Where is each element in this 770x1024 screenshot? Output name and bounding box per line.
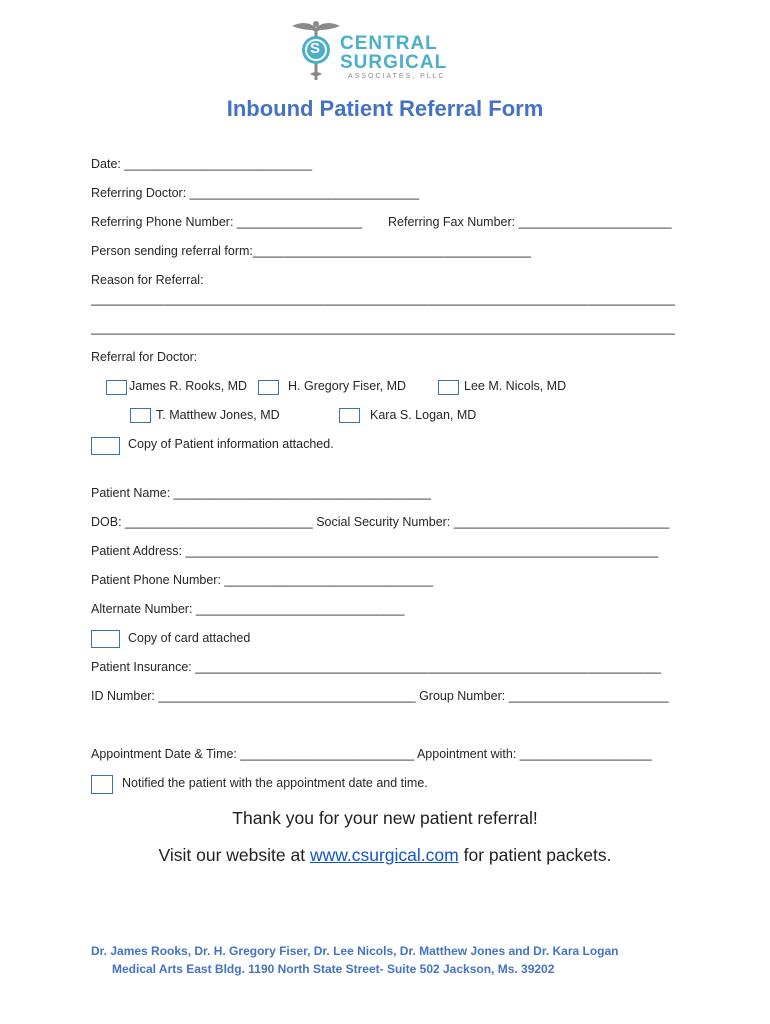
doctor-label-rooks: James R. Rooks, MD [129, 379, 248, 393]
footer-doctors: Dr. James Rooks, Dr. H. Gregory Fiser, Dr. Lee Nicols, Dr. Matthew Jones and Dr. Kara Logan [91, 944, 619, 958]
doctor-label-jones: T. Matthew Jones, MD [156, 408, 280, 422]
reason-line-2[interactable]: ____________________________________________________________________________________ [91, 321, 675, 335]
patient-insurance-field[interactable]: Patient Insurance: ___________________________________________________________________ [91, 660, 662, 674]
copy-patient-info-label: Copy of Patient information attached. [128, 437, 334, 451]
patient-name-field[interactable]: Patient Name: _____________________________________ [91, 486, 431, 500]
logo-monogram: S [310, 40, 321, 57]
checkbox-notified[interactable] [91, 775, 113, 794]
reason-line-1[interactable]: ____________________________________________________________________________________ [91, 292, 675, 306]
logo [290, 18, 450, 84]
checkbox-jones[interactable] [130, 408, 151, 423]
id-group-number-field[interactable]: ID Number: _____________________________________ Group Number: _______________________ [91, 689, 669, 703]
referring-doctor-field[interactable]: Referring Doctor: _________________________________ [91, 186, 420, 200]
footer-address: Medical Arts East Bldg. 1190 North State Street- Suite 502 Jackson, Ms. 39202 [112, 962, 555, 976]
date-field[interactable]: Date: ___________________________ [91, 157, 313, 171]
logo-line2: SURGICAL [340, 52, 448, 73]
checkbox-fiser[interactable] [258, 380, 279, 395]
reason-label: Reason for Referral: [91, 273, 204, 287]
doctor-label-logan: Kara S. Logan, MD [370, 408, 477, 422]
checkbox-copy-card[interactable] [91, 630, 120, 648]
checkbox-copy-patient-info[interactable] [91, 437, 120, 455]
website-suffix: for patient packets. [458, 845, 612, 865]
person-sending-field[interactable]: Person sending referral form:________________________________________ [91, 244, 531, 258]
notified-label: Notified the patient with the appointment date and time. [122, 776, 428, 790]
copy-card-label: Copy of card attached [128, 631, 251, 645]
checkbox-logan[interactable] [339, 408, 360, 423]
logo-line3: ASSOCIATES, PLLC [348, 73, 446, 80]
patient-address-field[interactable]: Patient Address: ____________________________________________________________________ [91, 544, 659, 558]
patient-phone-field[interactable]: Patient Phone Number: ______________________________ [91, 573, 433, 587]
alternate-number-field[interactable]: Alternate Number: ______________________________ [91, 602, 405, 616]
appointment-field[interactable]: Appointment Date & Time: _________________________ Appointment with: ___________________ [91, 747, 652, 761]
referring-phone-field[interactable]: Referring Phone Number: __________________ [91, 215, 363, 229]
checkbox-nicols[interactable] [438, 380, 459, 395]
referral-for-label: Referral for Doctor: [91, 350, 198, 364]
doctor-label-nicols: Lee M. Nicols, MD [464, 379, 567, 393]
doctor-label-fiser: H. Gregory Fiser, MD [288, 379, 407, 393]
logo-line1: CENTRAL [340, 33, 438, 54]
website-link[interactable]: www.csurgical.com [309, 845, 459, 865]
thanks-message: Thank you for your new patient referral! [232, 808, 538, 828]
dob-ssn-field[interactable]: DOB: ___________________________ Social Security Number: _______________________________ [91, 515, 670, 529]
checkbox-rooks[interactable] [106, 380, 127, 395]
website-line [0, 845, 770, 866]
referring-fax-field[interactable]: Referring Fax Number: ______________________ [388, 215, 672, 229]
page-title: Inbound Patient Referral Form [226, 96, 544, 121]
website-prefix: Visit our website at [158, 845, 310, 865]
